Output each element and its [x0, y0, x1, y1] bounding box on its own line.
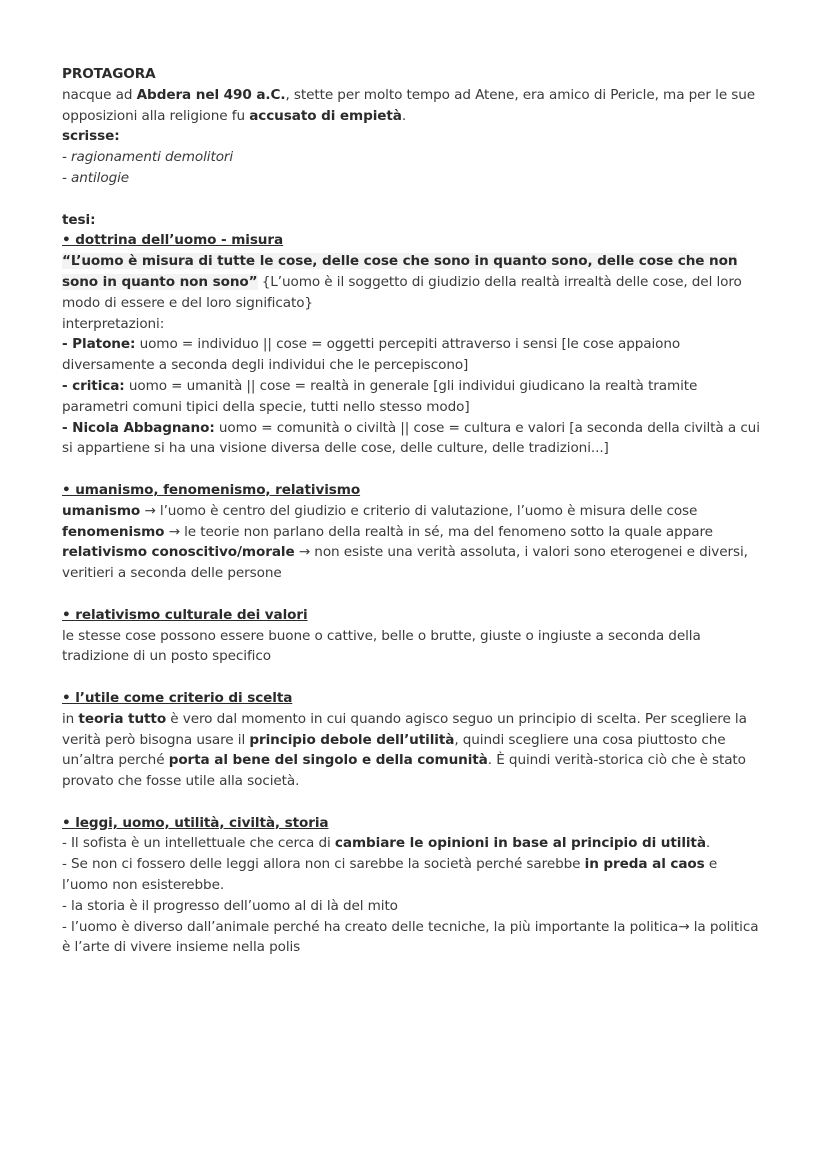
intro-paragraph — [62, 85, 762, 127]
interp-text: uomo = comunità o civiltà || cose = cultura e valori [a seconda della civiltà a cui si appartiene si ha una visione diversa delle cose, delle culture, delle tradizioni...] — [62, 419, 760, 457]
utile-bold: porta al bene del singolo e della comunità — [168, 752, 488, 769]
section-heading-uomo-misura: • dottrina dell’uomo - misura — [62, 232, 284, 249]
leggi-text: . — [705, 835, 711, 852]
section-heading-leggi: • leggi, uomo, utilità, civiltà, storia — [62, 814, 329, 831]
utile-paragraph — [62, 709, 762, 792]
quote-note: {L’uomo è il soggetto di giudizio della realtà irrealtà delle cose, del loro modo di essere e del loro significato} — [62, 273, 742, 311]
interp-bold: - Nicola Abbagnano: — [62, 419, 215, 436]
utile-text: è vero dal momento in cui quando agisco seguo un principio di scelta. Per scegliere la verità però bisogna usare il — [62, 710, 747, 748]
quote: “L’uomo è misura di tutte le cose, delle cose che sono in quanto sono, delle cose che non sono in quanto non sono” — [62, 253, 738, 290]
leggi-line — [62, 833, 762, 854]
section-heading-culturale: • relativismo culturale dei valori — [62, 606, 308, 623]
interp-bold: - Platone: — [62, 336, 136, 353]
umanismo-def: → non esiste una verità assoluta, i valori sono eterogenei e diversi, veritieri a seconda delle persone — [62, 544, 748, 582]
scrisse-item: - ragionamenti demolitori — [62, 149, 234, 166]
leggi-bold: cambiare le opinioni in base al principio di utilità — [334, 835, 706, 852]
umanismo-line — [62, 501, 762, 522]
umanismo-def: → l’uomo è centro del giudizio e criterio di valutazione, l’uomo è misura delle cose — [140, 502, 698, 519]
leggi-text: - Il sofista è un intellettuale che cerca di — [62, 835, 335, 852]
culturale-text: le stesse cose possono essere buone o cattive, belle o brutte, giuste o ingiuste a seconda della tradizione di un posto specifico — [62, 627, 701, 665]
section-heading-utile: • l’utile come criterio di scelta — [62, 689, 293, 706]
section-heading-umanismo: • umanismo, fenomenismo, relativismo — [62, 481, 361, 498]
interp-label: interpretazioni: — [62, 315, 165, 332]
umanismo-line — [62, 522, 762, 543]
intro-text: , stette per molto tempo ad Atene, era amico di Pericle, ma per le sue opposizioni alla religione fu — [62, 86, 756, 124]
intro-bold: accusato di empietà — [249, 107, 402, 124]
leggi-line: - la storia è il progresso dell’uomo al di là del mito — [62, 897, 398, 914]
interp-text: uomo = umanità || cose = realtà in generale [gli individui giudicano la realtà tramite parametri comuni tipici della specie, tutti nello stesso modo] — [62, 377, 698, 415]
umanismo-term: fenomenismo — [62, 523, 165, 540]
intro-text: . — [401, 107, 407, 124]
umanismo-term: umanismo — [62, 502, 141, 519]
utile-text: . È quindi verità-storica ciò che è stato provato che fosse utile alla società. — [62, 752, 746, 790]
utile-text: , quindi scegliere una cosa piuttosto che un’altra perché — [62, 731, 726, 769]
intro-text: nacque ad — [62, 86, 137, 103]
leggi-text: - Se non ci fossero delle leggi allora non ci sarebbe la società perché sarebbe — [62, 856, 585, 873]
scrisse-label: scrisse: — [62, 128, 120, 145]
scrisse-item: - antilogie — [62, 169, 130, 186]
leggi-text: e l’uomo non esisterebbe. — [62, 856, 718, 894]
page-title: PROTAGORA — [62, 66, 156, 82]
leggi-line: - l’uomo è diverso dall’animale perché ha creato delle tecniche, la più importante la politica→ la politica è l’arte di vivere insieme nella polis — [62, 918, 759, 956]
quote-paragraph — [62, 251, 762, 313]
interp-bold: - critica: — [62, 377, 125, 394]
utile-text: in — [62, 710, 79, 727]
intro-bold: Abdera nel 490 a.C. — [136, 86, 286, 103]
utile-bold: principio debole dell’utilità — [249, 731, 455, 748]
tesi-label: tesi: — [62, 211, 96, 228]
interp-item — [62, 376, 762, 418]
document-page — [62, 64, 762, 958]
utile-bold: teoria tutto — [78, 710, 167, 727]
umanismo-line — [62, 542, 762, 584]
interp-item — [62, 334, 762, 376]
umanismo-def: → le teorie non parlano della realtà in sé, ma del fenomeno sotto la quale appare — [164, 523, 713, 540]
interp-item — [62, 418, 762, 460]
leggi-bold: in preda al caos — [584, 856, 705, 873]
leggi-line — [62, 854, 762, 896]
interp-text: uomo = individuo || cose = oggetti percepiti attraverso i sensi [le cose appaiono diversamente a seconda degli individui che le percepiscono] — [62, 336, 681, 374]
umanismo-term: relativismo conoscitivo/morale — [62, 544, 295, 561]
